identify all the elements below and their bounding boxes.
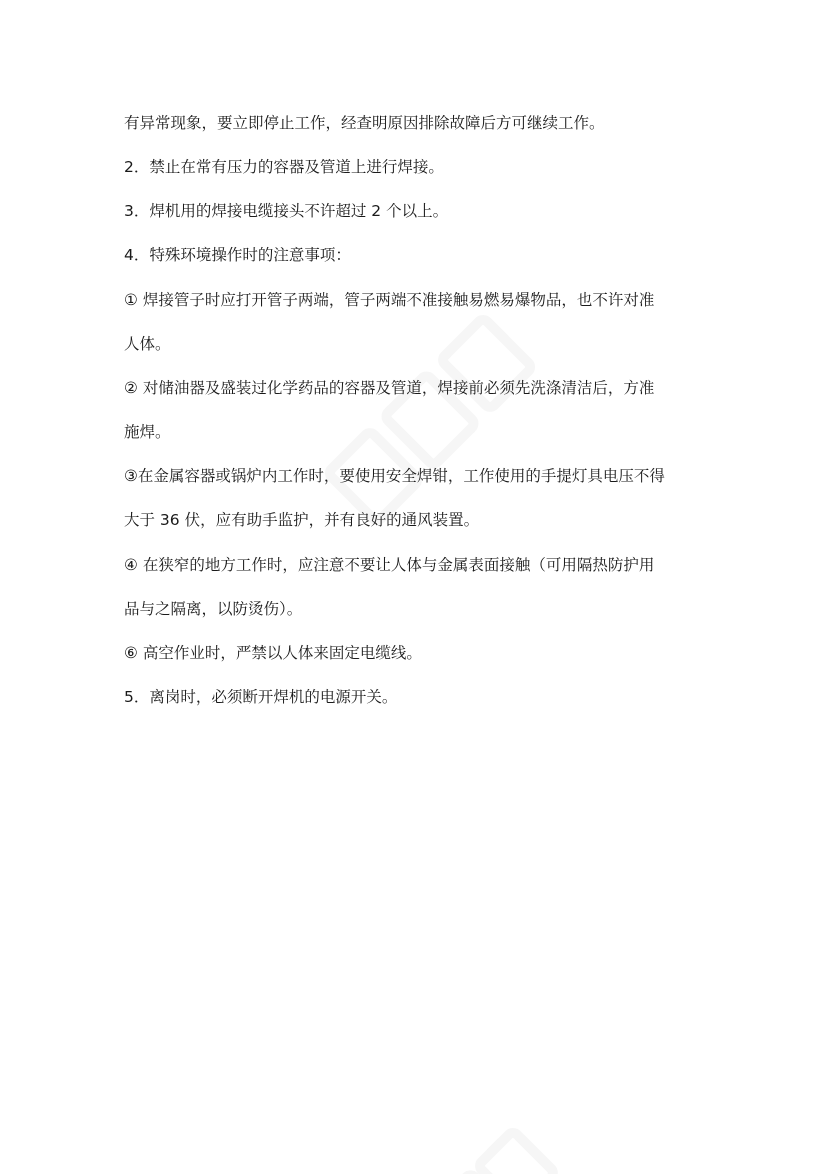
paragraph-line: 有异常现象，要立即停止工作，经查明原因排除故障后方可继续工作。 (124, 114, 605, 132)
sub-item-1: ① 焊接管子时应打开管子两端，管子两端不准接触易燃易爆物品，也不许对准 (124, 291, 655, 309)
sub-item-6: ⑥ 高空作业时，严禁以人体来固定电缆线。 (124, 644, 422, 662)
rule-item-3: 3．焊机用的焊接电缆接头不许超过 2 个以上。 (124, 202, 449, 220)
sub-item-3-continued: 大于 36 伏，应有助手监护，并有良好的通风装置。 (124, 511, 480, 529)
rule-item-4-heading: 4．特殊环境操作时的注意事项： (124, 246, 351, 264)
sub-item-4-continued: 品与之隔离，以防烫伤）。 (124, 600, 303, 618)
sub-item-2: ② 对储油器及盛装过化学药品的容器及管道，焊接前必须先洗涤清洁后，方准 (124, 379, 655, 397)
sub-item-2-continued: 施焊。 (124, 423, 171, 441)
sub-item-4: ④ 在狭窄的地方工作时，应注意不要让人体与金属表面接触（可用隔热防护用 (124, 556, 655, 574)
rule-item-5: 5．离岗时，必须断开焊机的电源开关。 (124, 688, 398, 706)
rule-item-2: 2．禁止在常有压力的容器及管道上进行焊接。 (124, 158, 444, 176)
watermark-logo-bottom (420, 1080, 620, 1174)
sub-item-3: ③在金属容器或锅炉内工作时，要使用安全焊钳，工作使用的手提灯具电压不得 (124, 467, 665, 485)
sub-item-1-continued: 人体。 (124, 335, 171, 353)
